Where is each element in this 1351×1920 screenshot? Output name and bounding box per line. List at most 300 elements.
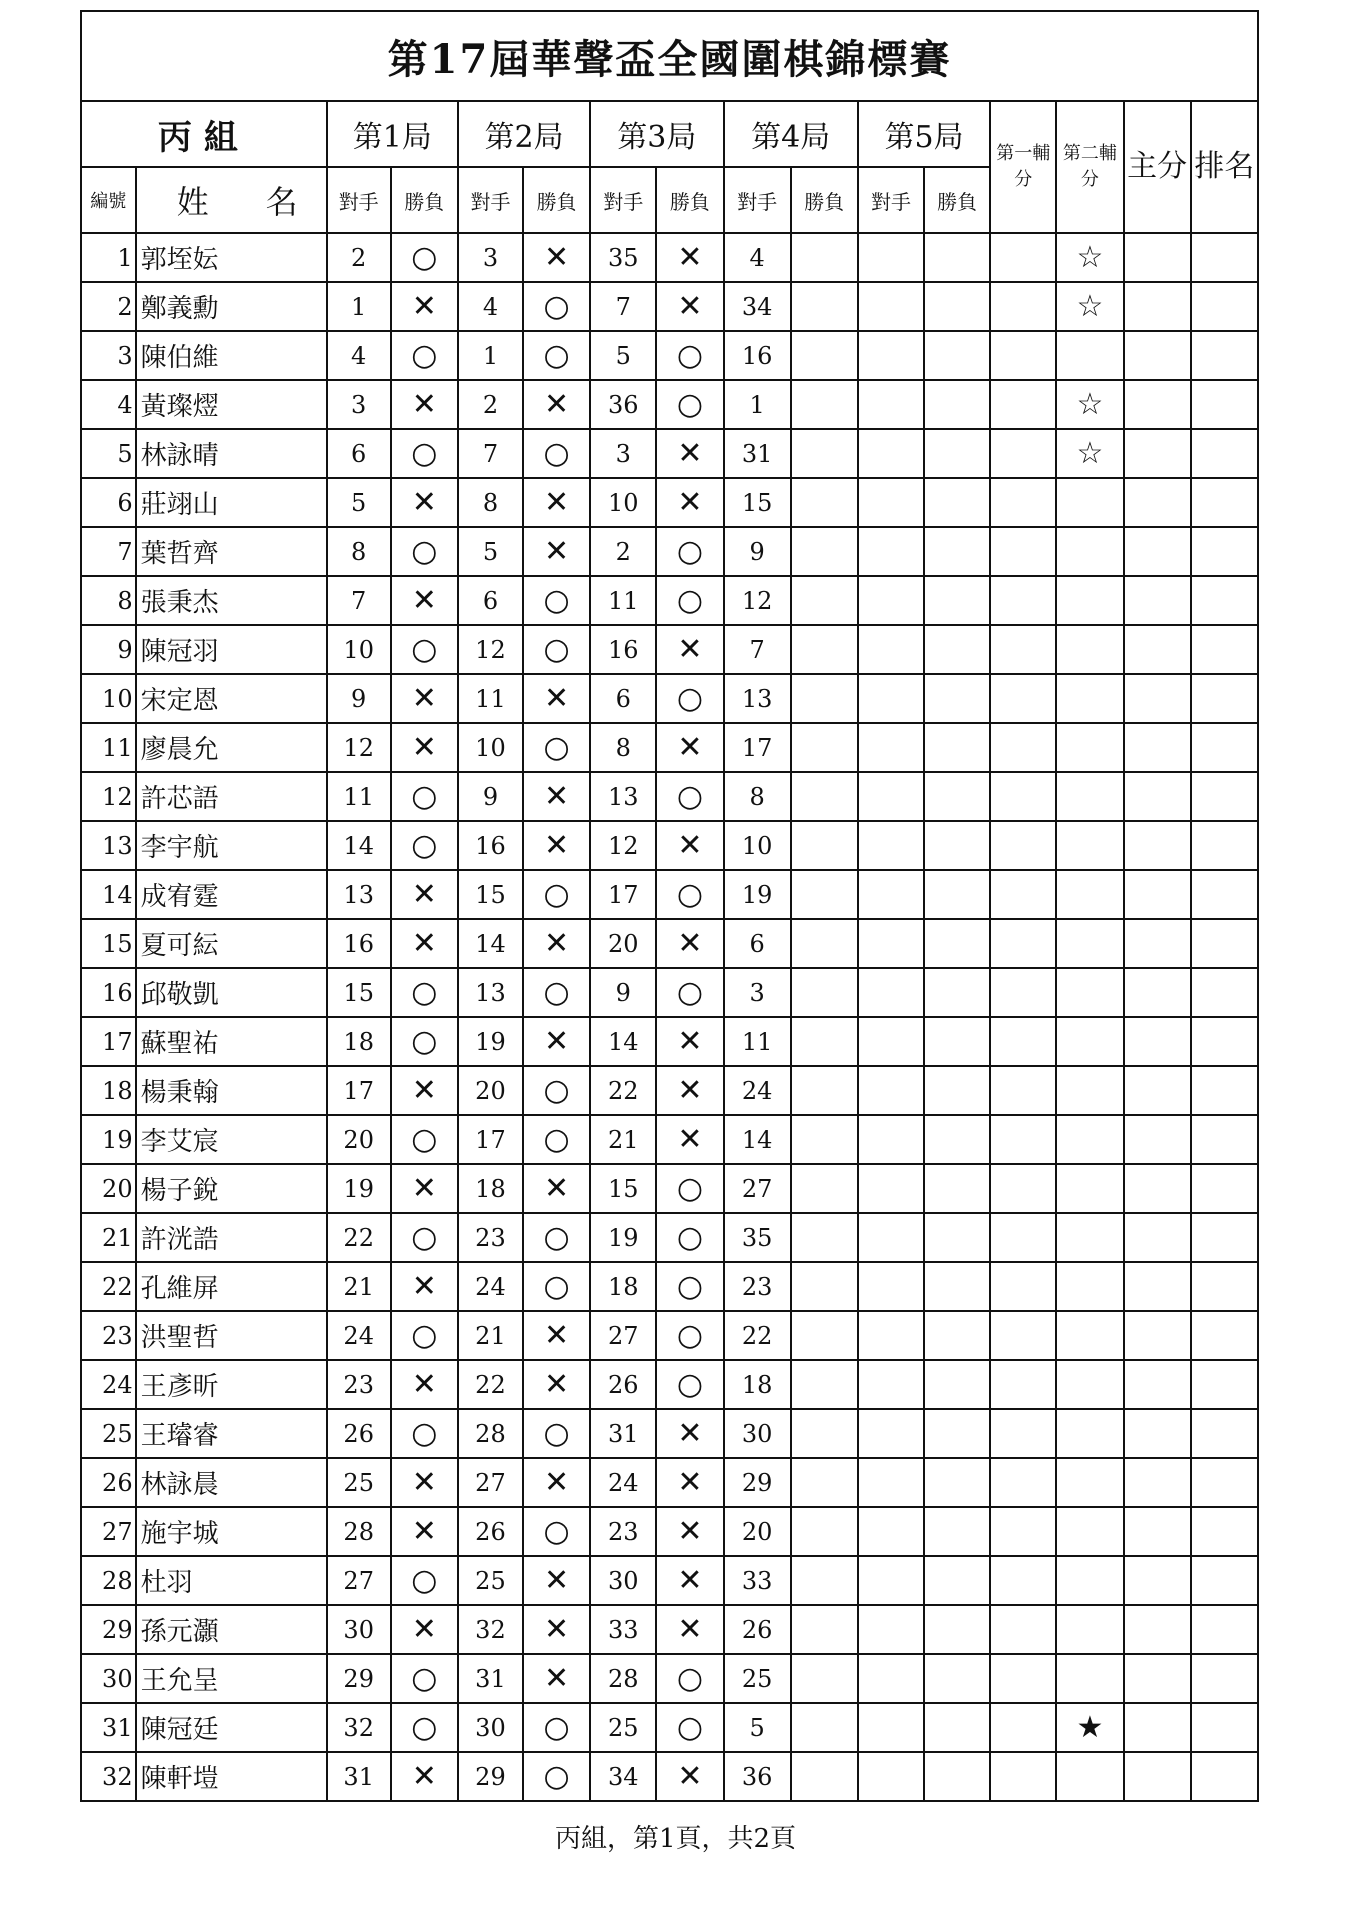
result-cell: ✕ [523,527,590,576]
opponent-cell: 15 [724,478,791,527]
aux-score-1-cell [990,429,1056,478]
player-name: 李宇航 [136,821,327,870]
rank-cell [1191,1556,1258,1605]
opponent-cell: 29 [327,1654,391,1703]
rank-cell [1191,1458,1258,1507]
result-cell: ✕ [523,1605,590,1654]
result-cell: ✕ [523,1164,590,1213]
result-cell: ○ [391,1409,458,1458]
main-score-cell [1124,919,1191,968]
result-cell [924,380,990,429]
result-cell: ○ [391,1556,458,1605]
aux-score-2-cell [1056,527,1123,576]
opponent-cell [858,772,924,821]
aux-score-2-cell [1056,1409,1123,1458]
result-cell: ○ [391,772,458,821]
opponent-cell: 31 [458,1654,523,1703]
rank-cell [1191,478,1258,527]
opponent-cell [858,1703,924,1752]
result-cell [924,919,990,968]
opponent-cell: 33 [724,1556,791,1605]
result-cell [924,772,990,821]
aux-score-2-cell: ☆ [1056,282,1123,331]
result-cell: ○ [523,723,590,772]
aux-score-2-cell [1056,1360,1123,1409]
rank-cell [1191,674,1258,723]
opponent-cell: 14 [724,1115,791,1164]
main-score-label: 主分 [1127,149,1188,184]
result-cell: ✕ [523,1556,590,1605]
aux-score-2-header [1056,101,1123,233]
result-cell: ○ [523,870,590,919]
result-cell [924,1311,990,1360]
aux-score-2-cell: ☆ [1056,380,1123,429]
rank-cell [1191,1752,1258,1801]
opponent-cell: 18 [327,1017,391,1066]
opponent-cell: 8 [724,772,791,821]
opponent-cell: 19 [327,1164,391,1213]
result-cell: ✕ [391,576,458,625]
opponent-cell: 31 [590,1409,656,1458]
opponent-cell [858,1213,924,1262]
result-cell [791,1654,858,1703]
opponent-cell: 14 [327,821,391,870]
opponent-cell: 19 [590,1213,656,1262]
result-cell [924,1654,990,1703]
opponent-cell: 3 [724,968,791,1017]
player-id: 19 [81,1115,136,1164]
rank-cell [1191,1213,1258,1262]
table-row [81,919,1258,968]
table-row [81,1115,1258,1164]
player-id: 2 [81,282,136,331]
player-name: 許芯語 [136,772,327,821]
result-cell [791,527,858,576]
result-cell: ○ [523,282,590,331]
opponent-cell: 10 [590,478,656,527]
result-cell: ○ [391,1213,458,1262]
opponent-cell: 8 [327,527,391,576]
aux-score-2-cell [1056,331,1123,380]
main-score-cell [1124,674,1191,723]
result-cell: ✕ [391,1752,458,1801]
result-cell [924,527,990,576]
result-cell [924,1507,990,1556]
table-row [81,1164,1258,1213]
player-id: 4 [81,380,136,429]
aux-score-1-cell [990,1556,1056,1605]
opponent-cell: 6 [327,429,391,478]
opponent-cell: 22 [327,1213,391,1262]
result-cell: ○ [391,331,458,380]
result-cell [791,1556,858,1605]
result-cell: ✕ [656,1752,723,1801]
opponent-cell: 17 [590,870,656,919]
opponent-cell: 28 [327,1507,391,1556]
result-cell: ○ [656,1262,723,1311]
rank-cell [1191,1115,1258,1164]
main-score-cell [1124,625,1191,674]
main-score-cell [1124,821,1191,870]
opponent-cell: 2 [458,380,523,429]
result-cell [924,968,990,1017]
result-cell [924,1017,990,1066]
rank-cell [1191,1262,1258,1311]
result-cell [924,1164,990,1213]
opponent-cell: 17 [724,723,791,772]
main-score-cell [1124,1213,1191,1262]
group-label: 丙組 [81,101,327,167]
opponent-cell: 7 [590,282,656,331]
opponent-cell: 25 [590,1703,656,1752]
result-cell: ○ [523,968,590,1017]
aux-score-1-cell [990,1262,1056,1311]
rank-cell [1191,1605,1258,1654]
aux-score-1-cell [990,527,1056,576]
result-cell [791,1703,858,1752]
result-cell [791,331,858,380]
result-cell [924,1605,990,1654]
main-score-cell [1124,1066,1191,1115]
aux-score-2-cell: ★ [1056,1703,1123,1752]
player-id: 27 [81,1507,136,1556]
aux-score-1-cell [990,870,1056,919]
opponent-cell: 28 [458,1409,523,1458]
result-cell: ○ [523,331,590,380]
opponent-cell: 12 [458,625,523,674]
aux-score-1-header [990,101,1056,233]
table-row [81,429,1258,478]
result-cell [924,1458,990,1507]
result-cell: ✕ [523,1360,590,1409]
result-cell [791,1164,858,1213]
main-score-cell [1124,282,1191,331]
table-row [81,527,1258,576]
result-cell: ✕ [391,1605,458,1654]
opponent-cell: 3 [327,380,391,429]
result-cell: ✕ [656,821,723,870]
table-row [81,1213,1258,1262]
opponent-cell: 36 [724,1752,791,1801]
opponent-header: 對手 [858,167,924,233]
opponent-cell [858,1066,924,1115]
opponent-cell: 18 [458,1164,523,1213]
player-name: 楊子銳 [136,1164,327,1213]
opponent-cell: 2 [590,527,656,576]
result-cell: ○ [391,233,458,282]
opponent-cell: 1 [327,282,391,331]
opponent-cell: 16 [724,331,791,380]
result-cell: ○ [391,625,458,674]
opponent-cell: 10 [458,723,523,772]
aux-score-2-cell: ☆ [1056,233,1123,282]
result-cell: ✕ [391,1164,458,1213]
aux-score-1-cell [990,1360,1056,1409]
opponent-cell: 30 [724,1409,791,1458]
result-cell: ✕ [656,282,723,331]
opponent-cell: 29 [724,1458,791,1507]
main-score-cell [1124,1017,1191,1066]
opponent-cell: 5 [327,478,391,527]
player-id: 30 [81,1654,136,1703]
opponent-cell: 8 [590,723,656,772]
aux-score-1-cell [990,478,1056,527]
result-cell: ✕ [656,625,723,674]
score-sheet [80,10,1263,1805]
result-cell: ○ [523,1752,590,1801]
opponent-cell: 11 [327,772,391,821]
opponent-cell: 27 [327,1556,391,1605]
rank-cell [1191,527,1258,576]
result-cell: ✕ [656,1556,723,1605]
opponent-cell: 10 [327,625,391,674]
opponent-cell [858,919,924,968]
player-name: 莊翊山 [136,478,327,527]
result-cell: ✕ [523,674,590,723]
opponent-cell [858,331,924,380]
opponent-cell: 27 [590,1311,656,1360]
table-row [81,1605,1258,1654]
opponent-cell: 27 [724,1164,791,1213]
table-row [81,1066,1258,1115]
opponent-cell: 1 [458,331,523,380]
opponent-cell: 36 [590,380,656,429]
result-cell [924,821,990,870]
rank-cell [1191,1017,1258,1066]
opponent-cell: 16 [590,625,656,674]
result-cell [924,233,990,282]
result-cell: ○ [656,1360,723,1409]
round-2-header: 第2局 [458,101,590,167]
player-id: 3 [81,331,136,380]
main-score-cell [1124,1164,1191,1213]
rank-cell [1191,968,1258,1017]
opponent-cell: 26 [327,1409,391,1458]
result-cell [924,1703,990,1752]
player-id: 26 [81,1458,136,1507]
opponent-cell: 23 [327,1360,391,1409]
aux-score-2-cell [1056,1164,1123,1213]
result-cell [791,968,858,1017]
opponent-cell [858,1458,924,1507]
table-row [81,870,1258,919]
result-cell [791,1360,858,1409]
result-cell: ○ [656,968,723,1017]
table-row [81,1703,1258,1752]
player-name: 林詠晴 [136,429,327,478]
opponent-cell: 22 [590,1066,656,1115]
opponent-cell: 26 [590,1360,656,1409]
opponent-cell [858,233,924,282]
player-name: 郭垤妘 [136,233,327,282]
player-id: 16 [81,968,136,1017]
page-footer: 丙組，第1頁，共2頁 [554,1824,797,1854]
result-cell: ○ [523,576,590,625]
opponent-cell: 18 [724,1360,791,1409]
main-score-cell [1124,772,1191,821]
main-score-cell [1124,1458,1191,1507]
tournament-title: 第17屆華聲盃全國圍棋錦標賽 [80,10,1259,100]
player-id: 22 [81,1262,136,1311]
opponent-cell: 15 [458,870,523,919]
opponent-cell: 1 [724,380,791,429]
opponent-cell: 15 [590,1164,656,1213]
opponent-cell: 11 [458,674,523,723]
player-id: 18 [81,1066,136,1115]
rank-cell [1191,723,1258,772]
result-header: 勝負 [523,167,590,233]
result-cell [791,478,858,527]
opponent-cell: 13 [327,870,391,919]
opponent-cell: 4 [724,233,791,282]
opponent-cell: 34 [590,1752,656,1801]
main-score-cell [1124,331,1191,380]
opponent-cell: 32 [458,1605,523,1654]
result-cell: ✕ [523,478,590,527]
main-score-cell [1124,1703,1191,1752]
opponent-cell: 9 [327,674,391,723]
aux-score-1-cell [990,1458,1056,1507]
opponent-cell: 32 [327,1703,391,1752]
table-row [81,968,1258,1017]
opponent-header: 對手 [327,167,391,233]
result-cell: ✕ [656,1017,723,1066]
result-header: 勝負 [656,167,723,233]
opponent-cell: 22 [724,1311,791,1360]
opponent-cell: 20 [590,919,656,968]
result-cell: ○ [656,1311,723,1360]
aux-score-1-cell [990,1311,1056,1360]
player-name: 陳軒塏 [136,1752,327,1801]
result-cell: ✕ [656,1605,723,1654]
opponent-cell: 16 [327,919,391,968]
opponent-cell: 16 [458,821,523,870]
result-cell [791,1605,858,1654]
rank-cell [1191,1703,1258,1752]
table-row [81,576,1258,625]
player-id: 29 [81,1605,136,1654]
aux-score-1-cell [990,1409,1056,1458]
opponent-cell [858,1311,924,1360]
result-cell: ○ [523,1507,590,1556]
opponent-cell: 24 [458,1262,523,1311]
main-score-cell [1124,233,1191,282]
table-row [81,625,1258,674]
aux-score-1-cell [990,674,1056,723]
player-name: 夏可紜 [136,919,327,968]
aux-score-1-cell [990,233,1056,282]
main-score-cell [1124,380,1191,429]
opponent-header: 對手 [724,167,791,233]
result-cell: ○ [656,380,723,429]
result-cell: ○ [523,1409,590,1458]
result-cell: ✕ [391,674,458,723]
rank-cell [1191,870,1258,919]
player-name: 許洸誥 [136,1213,327,1262]
result-cell: ✕ [523,380,590,429]
opponent-cell: 13 [458,968,523,1017]
opponent-cell: 15 [327,968,391,1017]
opponent-cell [858,478,924,527]
result-cell: ✕ [523,919,590,968]
player-id: 32 [81,1752,136,1801]
opponent-cell: 20 [458,1066,523,1115]
opponent-cell [858,380,924,429]
opponent-cell [858,1360,924,1409]
result-cell: ✕ [656,429,723,478]
player-id: 28 [81,1556,136,1605]
opponent-cell: 26 [458,1507,523,1556]
rank-cell [1191,233,1258,282]
result-cell: ✕ [656,1066,723,1115]
aux-score-1-cell [990,968,1056,1017]
opponent-cell: 24 [327,1311,391,1360]
result-cell [791,282,858,331]
result-cell [924,1066,990,1115]
aux-score-1-cell [990,1605,1056,1654]
result-cell: ○ [391,1115,458,1164]
result-cell: ○ [391,429,458,478]
result-cell [791,1752,858,1801]
opponent-cell: 5 [590,331,656,380]
player-name: 洪聖哲 [136,1311,327,1360]
result-cell: ○ [391,527,458,576]
table-row [81,1262,1258,1311]
aux-score-2-cell [1056,1066,1123,1115]
table-row [81,723,1258,772]
result-cell: ✕ [391,1507,458,1556]
main-score-cell [1124,1262,1191,1311]
player-rows [81,233,1258,1801]
result-cell: ✕ [656,478,723,527]
player-id: 11 [81,723,136,772]
result-cell: ○ [391,968,458,1017]
result-cell [791,1458,858,1507]
opponent-cell [858,1017,924,1066]
aux-score-1-cell [990,1164,1056,1213]
result-cell [924,1262,990,1311]
rank-cell [1191,576,1258,625]
result-cell [791,1066,858,1115]
opponent-cell [858,282,924,331]
result-cell [924,282,990,331]
name-header [136,167,327,233]
result-cell [924,1213,990,1262]
opponent-cell: 13 [724,674,791,723]
opponent-cell [858,1164,924,1213]
round-1-header: 第1局 [327,101,458,167]
opponent-cell: 13 [590,772,656,821]
result-cell: ○ [523,1115,590,1164]
opponent-cell [858,1556,924,1605]
rank-cell [1191,1311,1258,1360]
opponent-cell: 22 [458,1360,523,1409]
player-name: 鄭義勳 [136,282,327,331]
opponent-cell: 27 [458,1458,523,1507]
aux-score-2-cell [1056,821,1123,870]
table-row [81,772,1258,821]
name-label-1: 姓 [176,183,209,221]
result-cell: ○ [523,1066,590,1115]
result-cell: ✕ [523,1654,590,1703]
result-cell: ✕ [656,1409,723,1458]
result-cell [924,674,990,723]
opponent-cell: 24 [724,1066,791,1115]
aux-score-1-cell [990,282,1056,331]
table-row [81,1360,1258,1409]
aux-score-2-cell [1056,1556,1123,1605]
opponent-cell [858,723,924,772]
